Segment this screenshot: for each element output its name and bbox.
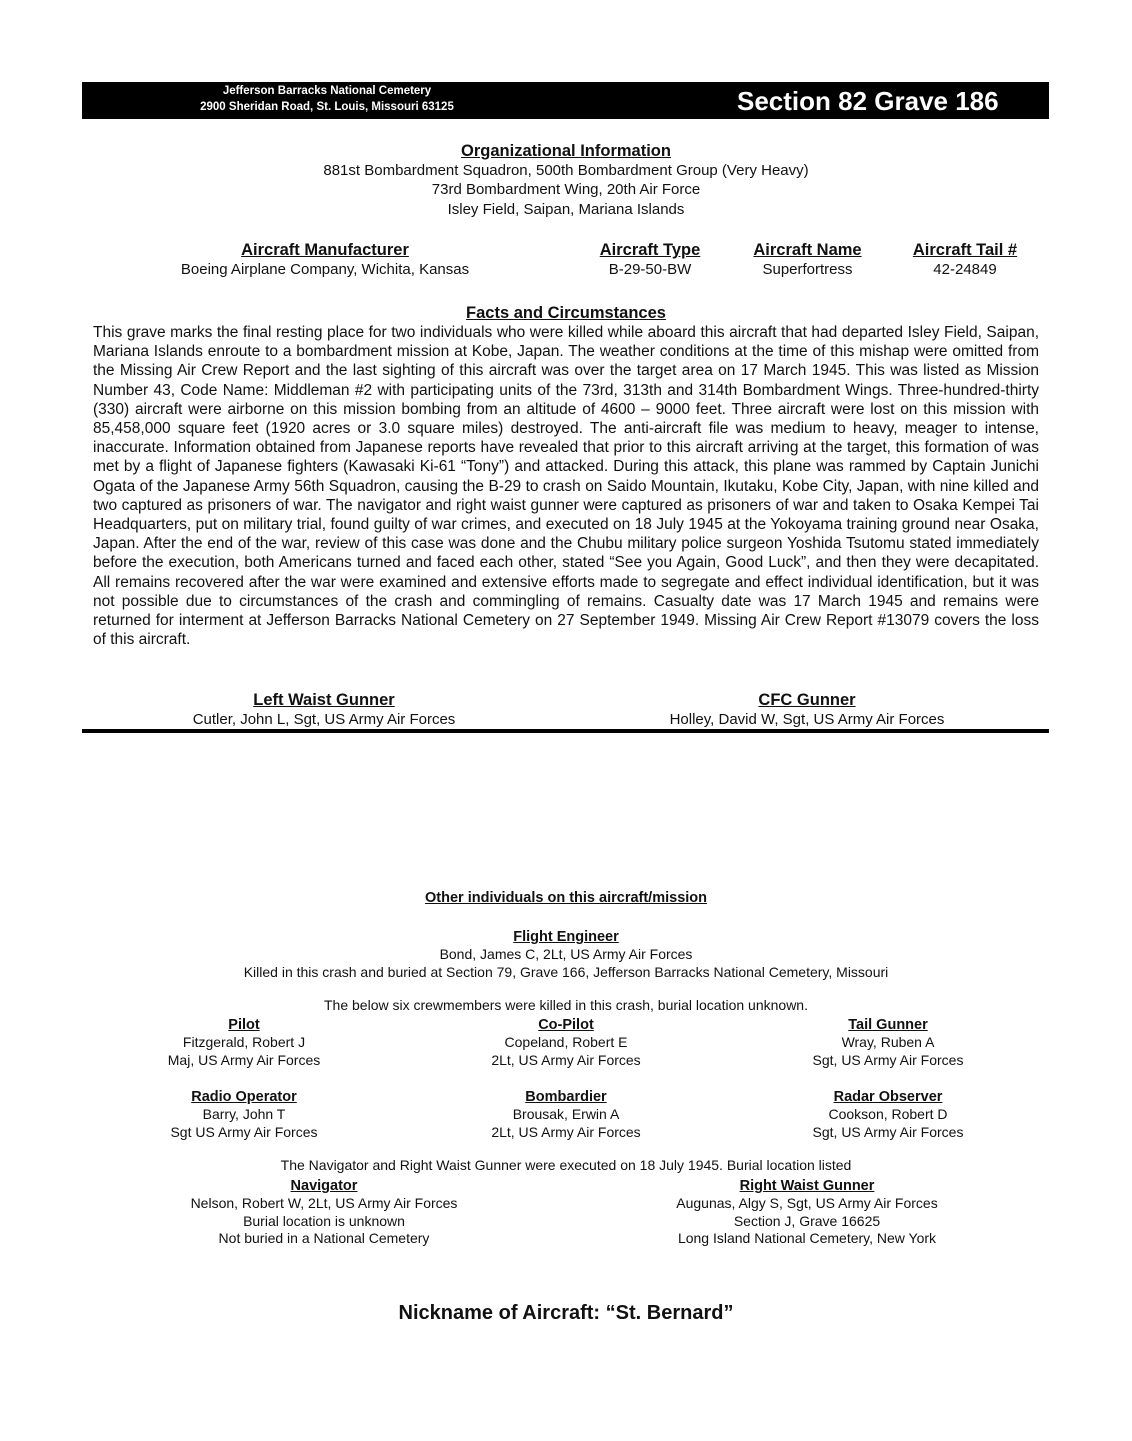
executed-line: Burial location is unknown xyxy=(243,1212,405,1229)
crew-bombardier xyxy=(436,1088,696,1141)
aircraft-nickname: Nickname of Aircraft: “St. Bernard” xyxy=(398,1302,734,1324)
flight-engineer-note: Killed in this crash and buried at Section 79, Grave 166, Jefferson Barracks National Cemetery, Missouri xyxy=(243,963,889,980)
crew-role: Bombardier xyxy=(525,1089,607,1105)
buried-role: CFC Gunner xyxy=(758,691,856,709)
organizational-line: Isley Field, Saipan, Mariana Islands xyxy=(447,200,685,218)
crew-name: Cookson, Robert D xyxy=(828,1106,948,1122)
crew-name: Copeland, Robert E xyxy=(504,1034,628,1050)
aircraft-type-label: Aircraft Type xyxy=(599,241,701,259)
aircraft-tail xyxy=(885,240,1045,279)
crew-role: Co-Pilot xyxy=(538,1017,594,1033)
aircraft-type xyxy=(570,240,730,279)
facts-heading: Facts and Circumstances xyxy=(466,304,666,322)
six-crew-note: The below six crewmembers were killed in this crash, burial location unknown. xyxy=(324,997,808,1013)
buried-person: Holley, David W, Sgt, US Army Air Forces xyxy=(669,711,945,728)
divider-rule xyxy=(82,729,1049,733)
executed-line: Not buried in a National Cemetery xyxy=(218,1230,430,1246)
crew-name: Barry, John T xyxy=(202,1106,286,1122)
crew-rank: Sgt, US Army Air Forces xyxy=(812,1123,964,1140)
crew-tail-gunner xyxy=(758,1016,1018,1069)
organizational-line: 73rd Bombardment Wing, 20th Air Force xyxy=(431,181,701,199)
facts-paragraph: This grave marks the final resting place for two individuals who were killed while aboard this aircraft that had departed Isley Field, Saipan, Mariana Islands enroute to a bombardment mission at Kobe, Japan. The weather conditions at the time of this mishap were omitted from the Missing Air Crew Report and the last sighting of this aircraft was over the target area on 17 March 1945. This was listed as Mission Number 43, Code Name: Middleman #2 with participating units of the 73rd, 313th and 314th Bombardment Wings. Three-hundred-thirty (330) aircraft were airborne on this mission bombing from an altitude of 4600 – 9000 feet. Three aircraft were lost on this mission with 85,458,000 square feet (1920 acres or 3.0 square miles) destroyed. The anti-aircraft file was medium to heavy, meager to intense, inaccurate. Information obtained from Japanese reports have revealed that prior to this aircraft arriving at the target, this formation of was met by a flight of Japanese fighters (Kawasaki Ki-61 “Tony”) and attacked. During this attack, this plane was rammed by Captain Junichi Ogata of the Japanese Army 56th Squadron, causing the B-29 to crash on Saido Mountain, Ikutaku, Kobe City, Japan, with nine killed and two captured as prisoners of war. The navigator and right waist gunner were captured as prisoners of war and taken to Osaka Kempei Tai Headquarters, put on military trial, found guilty of war crimes, and executed on 18 July 1945 at the Yokoyama training ground near Osaka, Japan. After the end of the war, review of this case was done and the Chubu military police surgeon Yoshida Tsutomu stated immediately before the execution, both Americans turned and faced each other, stated “See you Again, Good Luck”, and then they were decapitated. All remains recovered after the war were examined and extensive efforts made to segregate and effect individual identification, but it was not possible due to circumstances of the crash and commingling of remains. Casualty date was 17 March 1945 and remains were returned for interment at Jefferson Barracks National Cemetery on 27 September 1949. Missing Air Crew Report #13079 covers the loss of this aircraft. xyxy=(93,324,1039,649)
crew-role: Pilot xyxy=(228,1017,260,1033)
aircraft-tail-label: Aircraft Tail # xyxy=(912,241,1018,259)
header-banner xyxy=(82,82,1049,119)
crew-role: Radio Operator xyxy=(191,1089,297,1105)
crew-co-pilot xyxy=(436,1016,696,1069)
executed-navigator xyxy=(144,1177,504,1248)
crew-role: Radar Observer xyxy=(833,1089,943,1105)
crew-rank: Sgt US Army Air Forces xyxy=(170,1123,318,1140)
buried-cfc-gunner xyxy=(612,690,1002,729)
crew-name: Fitzgerald, Robert J xyxy=(182,1034,306,1050)
crew-rank: Maj, US Army Air Forces xyxy=(167,1051,321,1068)
crew-radar-observer xyxy=(758,1088,1018,1141)
aircraft-name-value: Superfortress xyxy=(762,261,853,278)
executed-line: Section J, Grave 16625 xyxy=(733,1212,881,1229)
aircraft-type-value: B-29-50-BW xyxy=(608,261,692,278)
flight-engineer-person: Bond, James C, 2Lt, US Army Air Forces xyxy=(439,946,693,962)
crew-radio-operator xyxy=(114,1088,374,1141)
crew-rank: 2Lt, US Army Air Forces xyxy=(491,1123,641,1140)
flight-engineer-block xyxy=(0,928,1132,981)
aircraft-tail-value: 42-24849 xyxy=(933,261,997,278)
crew-rank: Sgt, US Army Air Forces xyxy=(812,1051,964,1068)
executed-role: Right Waist Gunner xyxy=(739,1178,875,1194)
crew-name: Brousak, Erwin A xyxy=(512,1106,620,1122)
organizational-heading: Organizational Information xyxy=(461,142,671,160)
others-heading: Other individuals on this aircraft/mission xyxy=(425,890,707,906)
crew-rank: 2Lt, US Army Air Forces xyxy=(491,1051,641,1068)
cemetery-address-block xyxy=(82,84,572,115)
executed-line: Augunas, Algy S, Sgt, US Army Air Forces xyxy=(676,1195,938,1211)
organizational-section xyxy=(0,141,1132,219)
flight-engineer-role: Flight Engineer xyxy=(513,929,619,945)
aircraft-manufacturer-value: Boeing Airplane Company, Wichita, Kansas xyxy=(180,261,470,278)
executed-role: Navigator xyxy=(290,1178,358,1194)
aircraft-manufacturer xyxy=(150,240,500,279)
aircraft-name-label: Aircraft Name xyxy=(753,241,862,259)
crew-name: Wray, Ruben A xyxy=(841,1034,935,1050)
crew-pilot xyxy=(114,1016,374,1069)
aircraft-manufacturer-label: Aircraft Manufacturer xyxy=(241,241,409,259)
buried-role: Left Waist Gunner xyxy=(253,691,395,709)
crew-role: Tail Gunner xyxy=(848,1017,928,1033)
cemetery-address: 2900 Sheridan Road, St. Louis, Missouri 63125 xyxy=(200,100,454,113)
aircraft-name xyxy=(730,240,885,279)
executed-note: The Navigator and Right Waist Gunner were executed on 18 July 1945. Burial location listed xyxy=(280,1157,852,1173)
buried-left-waist-gunner xyxy=(144,690,504,729)
section-grave-title: Section 82 Grave 186 xyxy=(737,86,999,116)
cemetery-name: Jefferson Barracks National Cemetery xyxy=(222,85,432,97)
executed-right-waist-gunner xyxy=(612,1177,1002,1248)
buried-person: Cutler, John L, Sgt, US Army Air Forces xyxy=(192,711,456,728)
executed-line: Long Island National Cemetery, New York xyxy=(677,1230,937,1246)
organizational-line: 881st Bombardment Squadron, 500th Bombardment Group (Very Heavy) xyxy=(323,162,809,179)
executed-line: Nelson, Robert W, 2Lt, US Army Air Forces xyxy=(190,1195,458,1211)
